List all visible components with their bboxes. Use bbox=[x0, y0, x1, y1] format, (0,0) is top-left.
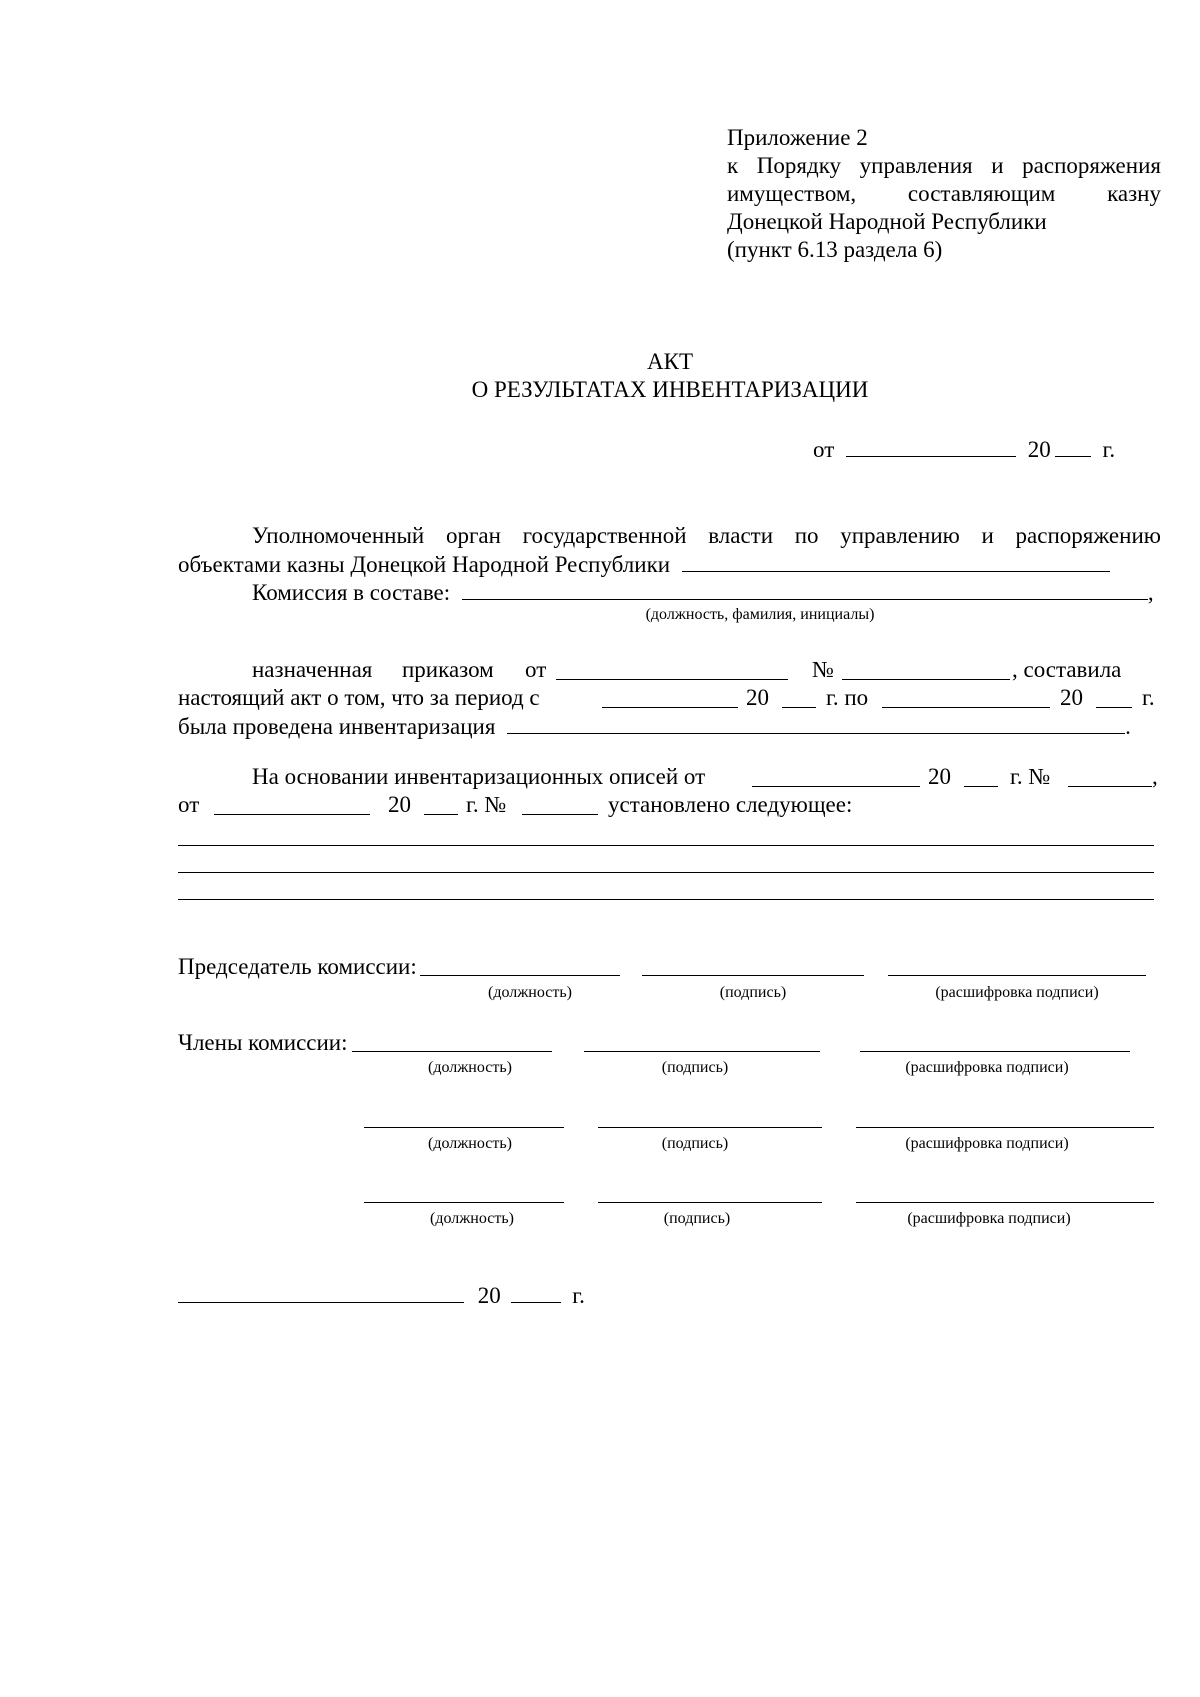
order-number-field[interactable] bbox=[842, 658, 1010, 680]
chairman-position-caption: (должность) bbox=[488, 984, 572, 1001]
word: власти bbox=[708, 523, 774, 548]
member1-decoding-line[interactable] bbox=[860, 1051, 1130, 1052]
member1-signature-caption: (подпись) bbox=[661, 1059, 729, 1076]
member2-decoding-line[interactable] bbox=[856, 1127, 1154, 1128]
final-date-year-field[interactable] bbox=[511, 1281, 561, 1303]
date-year-field[interactable] bbox=[1055, 435, 1091, 457]
inventory-period: . bbox=[1125, 714, 1131, 739]
basis-year2-field[interactable] bbox=[424, 793, 458, 815]
member1-position-caption: (должность) bbox=[428, 1059, 512, 1076]
chairman-signature-line[interactable] bbox=[642, 975, 864, 976]
chairman-signature-caption: (подпись) bbox=[719, 984, 787, 1001]
order-w2: приказом bbox=[402, 657, 494, 682]
word: орган bbox=[445, 523, 501, 548]
basis-year1-field[interactable] bbox=[964, 765, 998, 787]
member3-decoding-caption: (расшифровка подписи) bbox=[907, 1210, 1071, 1227]
basis2-year: 20 bbox=[388, 792, 411, 817]
member2-position-caption: (должность) bbox=[428, 1135, 512, 1152]
word: Уполномоченный bbox=[252, 523, 425, 548]
period-to-year-field[interactable] bbox=[1096, 686, 1132, 708]
member3-signature-caption: (подпись) bbox=[663, 1210, 731, 1227]
member2-signature-line[interactable] bbox=[598, 1127, 822, 1128]
date-year: 20 bbox=[1027, 437, 1051, 462]
word: и bbox=[981, 523, 994, 548]
appendix-line5: (пункт 6.13 раздела 6) bbox=[727, 237, 943, 262]
member3-position-caption: (должность) bbox=[430, 1210, 514, 1227]
period-text-e: г. bbox=[1142, 685, 1155, 710]
order-w4: № bbox=[812, 657, 834, 682]
word: распоряжению bbox=[1015, 523, 1161, 548]
member2-position-line[interactable] bbox=[364, 1127, 564, 1128]
para1-line1 bbox=[252, 522, 1161, 550]
members-label: Члены комиссии: bbox=[178, 1030, 348, 1055]
member1-position-line[interactable] bbox=[352, 1051, 552, 1052]
authority-field[interactable] bbox=[682, 550, 1110, 572]
period-year-1: 20 bbox=[746, 685, 769, 710]
findings-line-3[interactable] bbox=[178, 899, 1154, 900]
commission-comma: , bbox=[1147, 580, 1154, 605]
chairman-label: Председатель комиссии: bbox=[178, 954, 417, 979]
member3-signature-line[interactable] bbox=[598, 1202, 822, 1203]
doc-subtitle: О РЕЗУЛЬТАТАХ ИНВЕНТАРИЗАЦИИ bbox=[471, 377, 869, 402]
member3-position-line[interactable] bbox=[364, 1202, 564, 1203]
chairman-decoding-line[interactable] bbox=[888, 975, 1146, 976]
authority-label: объектами казны Донецкой Народной Республики bbox=[178, 552, 671, 577]
word: по bbox=[794, 523, 819, 548]
appendix-word: составляющим bbox=[907, 181, 1056, 206]
member1-decoding-caption: (расшифровка подписи) bbox=[905, 1059, 1069, 1076]
basis-comma: , bbox=[1152, 764, 1158, 789]
para1-line2 bbox=[178, 550, 1110, 579]
order-w5: , составила bbox=[1012, 657, 1122, 682]
appendix-line1: Приложение 2 bbox=[727, 125, 868, 150]
order-w1: назначенная bbox=[252, 657, 373, 682]
appendix-line3 bbox=[727, 180, 1161, 208]
date-suffix: г. bbox=[1102, 437, 1116, 462]
order-w3: от bbox=[525, 657, 547, 682]
act-date-line bbox=[813, 435, 1115, 464]
period-from-field[interactable] bbox=[602, 686, 738, 708]
appendix-line2 bbox=[727, 152, 1161, 180]
member1-signature-line[interactable] bbox=[584, 1051, 820, 1052]
final-date-field[interactable] bbox=[178, 1281, 464, 1303]
findings-line-2[interactable] bbox=[178, 872, 1154, 873]
word: управлению bbox=[840, 523, 960, 548]
final-date-line bbox=[178, 1281, 585, 1310]
chairman-decoding-caption: (расшифровка подписи) bbox=[935, 984, 1099, 1001]
basis2-text-c: г. № bbox=[466, 792, 507, 817]
basis-date2-field[interactable] bbox=[214, 793, 370, 815]
basis-text-a: На основании инвентаризационных описей от bbox=[252, 764, 706, 789]
member2-signature-caption: (подпись) bbox=[661, 1135, 729, 1152]
inventory-field[interactable] bbox=[507, 712, 1125, 734]
date-day-month-field[interactable] bbox=[846, 435, 1016, 457]
commission-line bbox=[252, 578, 1154, 607]
word: государственной bbox=[522, 523, 687, 548]
final-date-year: 20 bbox=[477, 1283, 501, 1308]
basis-number2-field[interactable] bbox=[522, 793, 598, 815]
appendix-line4: Донецкой Народной Республики bbox=[727, 209, 1047, 234]
inventory-label: была проведена инвентаризация bbox=[178, 714, 496, 739]
basis2-text-d: установлено следующее: bbox=[608, 792, 853, 817]
appendix-word: к bbox=[727, 153, 739, 178]
basis-number1-field[interactable] bbox=[1068, 765, 1152, 787]
basis-text-c: г. № bbox=[1010, 764, 1051, 789]
basis-date1-field[interactable] bbox=[752, 765, 920, 787]
chairman-position-line[interactable] bbox=[420, 975, 620, 976]
period-from-year-field[interactable] bbox=[782, 686, 816, 708]
commission-caption: (должность, фамилия, инициалы) bbox=[645, 606, 875, 623]
commission-field[interactable] bbox=[462, 578, 1148, 600]
period-text-c: г. по bbox=[826, 685, 869, 710]
appendix-word: управления bbox=[859, 153, 973, 178]
member3-decoding-line[interactable] bbox=[856, 1202, 1154, 1203]
period-text-a: настоящий акт о том, что за период с bbox=[178, 685, 540, 710]
basis-year-1: 20 bbox=[928, 764, 951, 789]
inventory-line bbox=[178, 712, 1131, 741]
order-w5-container bbox=[1012, 656, 1161, 684]
appendix-word: имуществом, bbox=[727, 181, 857, 206]
appendix-word: Порядку bbox=[756, 153, 842, 178]
date-prefix: от bbox=[813, 437, 835, 462]
order-date-field[interactable] bbox=[556, 658, 788, 680]
member2-decoding-caption: (расшифровка подписи) bbox=[905, 1135, 1069, 1152]
appendix-word: казну bbox=[1107, 181, 1161, 206]
period-to-field[interactable] bbox=[882, 686, 1050, 708]
appendix-word: распоряжения bbox=[1022, 153, 1161, 178]
final-date-suffix: г. bbox=[572, 1283, 585, 1308]
findings-line-1[interactable] bbox=[178, 845, 1154, 846]
appendix-word: и bbox=[991, 153, 1004, 178]
doc-title: АКТ bbox=[647, 349, 693, 374]
period-year-2: 20 bbox=[1060, 685, 1083, 710]
commission-label: Комиссия в составе: bbox=[252, 580, 451, 605]
basis2-text-a: от bbox=[178, 792, 200, 817]
